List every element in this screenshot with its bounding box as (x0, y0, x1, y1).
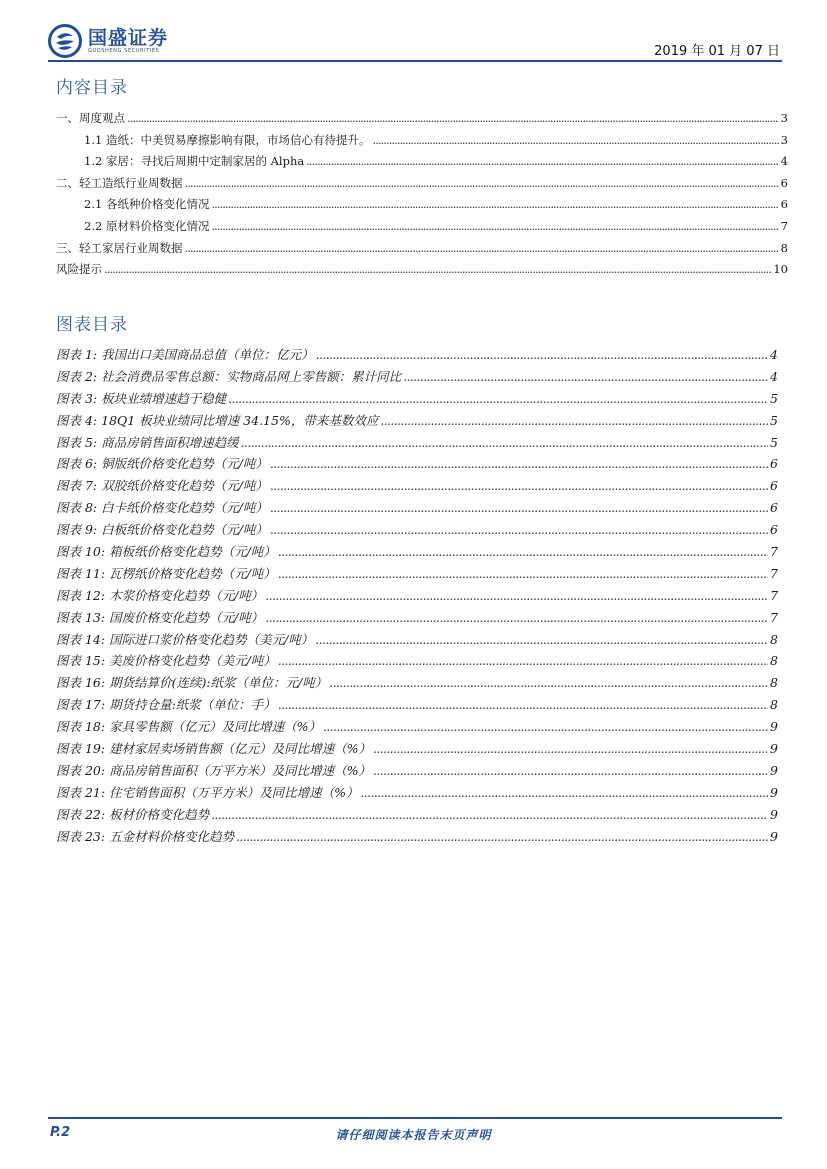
figure-item-page: 9 (770, 784, 778, 800)
toc-item[interactable] (56, 130, 788, 152)
toc-item-label: 一、周度观点 (56, 111, 125, 125)
figure-item-label: 图表 3: 板块业绩增速趋于稳健 (56, 390, 227, 406)
figure-item-page: 6 (770, 522, 778, 538)
figure-item-label: 图表 14: 国际进口浆价格变化趋势（美元/吨） (56, 631, 314, 647)
page-number: P.2 (50, 1125, 71, 1140)
figure-item-page: 7 (770, 587, 778, 603)
figure-item-label: 图表 2: 社会消费品零售总额：实物商品网上零售额：累计同比 (56, 368, 402, 384)
toc-list (56, 108, 788, 281)
figure-item-page: 7 (770, 565, 778, 581)
toc-item[interactable] (56, 238, 788, 260)
figure-item-label: 图表 5: 商品房销售面积增速趋缓 (56, 434, 239, 450)
figure-item[interactable] (56, 563, 778, 585)
toc-item-label: 二、轻工造纸行业周数据 (56, 175, 183, 190)
figure-item[interactable] (56, 475, 778, 497)
toc-item[interactable] (56, 216, 788, 238)
figure-item-page: 8 (770, 653, 778, 669)
figure-item-label: 图表 9: 白板纸价格变化趋势（元/吨） (56, 522, 268, 538)
figure-item[interactable] (56, 629, 778, 651)
figure-item[interactable] (56, 344, 778, 366)
figure-item-page: 6 (770, 500, 778, 516)
figure-item-label: 图表 10: 箱板纸价格变化趋势（元/吨） (56, 544, 276, 560)
figure-item-page: 4 (770, 368, 778, 384)
company-logo (48, 24, 168, 58)
figure-item-label: 图表 18: 家具零售额（亿元）及同比增速（%） (56, 719, 321, 735)
figure-item-page: 5 (770, 412, 778, 428)
figure-item-label: 图表 21: 住宅销售面积（万平方米）及同比增速（%） (56, 784, 359, 800)
figure-item-page: 4 (770, 347, 778, 362)
figure-item[interactable] (56, 738, 778, 760)
figure-item[interactable] (56, 541, 778, 563)
report-date: 2019 年 01 月 07 日 (654, 44, 780, 59)
page-header (48, 22, 782, 62)
figure-item[interactable] (56, 694, 778, 716)
toc-item-label: 1.1 造纸：中美贸易摩擦影响有限，市场信心有待提升。 (84, 132, 371, 147)
logo-english-name: GUOSHENG SECURITIES (88, 47, 160, 54)
figure-item-label: 图表 7: 双胶纸价格变化趋势（元/吨） (56, 478, 268, 494)
toc-item-page: 10 (773, 262, 788, 277)
figure-item[interactable] (56, 672, 778, 694)
toc-item-label: 2.2 原材料价格变化情况 (84, 218, 210, 233)
figure-item[interactable] (56, 366, 778, 388)
figure-item[interactable] (56, 607, 778, 629)
figure-list (56, 344, 778, 847)
figure-item-page: 5 (770, 434, 778, 450)
figure-item[interactable] (56, 453, 778, 475)
toc-item-label: 1.2 家居：寻找后周期中定制家居的 Alpha (84, 154, 305, 169)
figure-item-label: 图表 22: 板材价格变化趋势 (56, 806, 210, 822)
figure-item[interactable] (56, 804, 778, 826)
figure-item-label: 图表 8: 白卡纸价格变化趋势（元/吨） (56, 500, 268, 516)
toc-item-page: 3 (780, 111, 788, 125)
figure-item[interactable] (56, 432, 778, 454)
figure-item[interactable] (56, 782, 778, 804)
figure-item-label: 图表 23: 五金材料价格变化趋势 (56, 828, 235, 844)
figure-item-label: 图表 11: 瓦楞纸价格变化趋势（元/吨） (56, 565, 276, 581)
toc-item[interactable] (56, 194, 788, 216)
figure-item[interactable] (56, 410, 778, 432)
figure-item-label: 图表 17: 期货持仓量:纸浆（单位：手） (56, 697, 276, 713)
figure-item-label: 图表 20: 商品房销售面积（万平方米）及同比增速（%） (56, 762, 371, 778)
figure-item-page: 9 (770, 719, 778, 735)
figure-item-page: 7 (770, 609, 778, 625)
toc-item-page: 6 (780, 175, 788, 190)
toc-item[interactable] (56, 259, 788, 281)
header-divider (48, 60, 782, 62)
figure-item[interactable] (56, 388, 778, 410)
figure-item-page: 9 (770, 741, 778, 757)
footer-divider (48, 1117, 782, 1119)
toc-item-page: 8 (780, 240, 788, 255)
toc-item-label: 2.1 各纸种价格变化情况 (84, 197, 210, 212)
figure-item-label: 图表 1: 我国出口美国商品总值（单位：亿元） (56, 347, 314, 362)
toc-item-label: 三、轻工家居行业周数据 (56, 240, 183, 255)
toc-item[interactable] (56, 173, 788, 195)
figures-title: 图表目录 (56, 315, 128, 335)
figure-item-label: 图表 12: 木浆价格变化趋势（元/吨） (56, 587, 264, 603)
toc-item-page: 4 (780, 154, 788, 169)
figure-item-label: 图表 13: 国废价格变化趋势（元/吨） (56, 609, 264, 625)
toc-item[interactable] (56, 108, 788, 130)
figure-item-page: 8 (770, 697, 778, 713)
figure-item[interactable] (56, 826, 778, 848)
figure-item-page: 9 (770, 806, 778, 822)
figure-item[interactable] (56, 585, 778, 607)
figure-item-page: 6 (770, 478, 778, 494)
figure-item-label: 图表 15: 美废价格变化趋势（美元/吨） (56, 653, 276, 669)
guosheng-logo-icon (48, 24, 82, 58)
toc-item-page: 3 (780, 132, 788, 147)
figure-item-label: 图表 4: 18Q1 板块业绩同比增速 34.15%，带来基数效应 (56, 412, 379, 428)
figure-item-page: 8 (770, 675, 778, 691)
footer-disclaimer: 请仔细阅读本报告末页声明 (335, 1128, 492, 1142)
figure-item-page: 9 (770, 828, 778, 844)
figure-item-label: 图表 19: 建材家居卖场销售额（亿元）及同比增速（%） (56, 741, 371, 757)
figure-item-label: 图表 16: 期货结算价(连续):纸浆（单位：元/吨） (56, 675, 328, 691)
figure-item-label: 图表 6: 铜版纸价格变化趋势（元/吨） (56, 456, 268, 472)
toc-item-page: 7 (780, 218, 788, 233)
figure-item[interactable] (56, 760, 778, 782)
figure-item[interactable] (56, 497, 778, 519)
toc-item-label: 风险提示 (56, 262, 102, 277)
figure-item-page: 6 (770, 456, 778, 472)
logo-name: 国盛证券 (88, 26, 169, 49)
figure-item[interactable] (56, 519, 778, 541)
figure-item-page: 7 (770, 544, 778, 560)
toc-item-page: 6 (780, 197, 788, 212)
figure-item[interactable] (56, 650, 778, 672)
figure-item-page: 8 (770, 631, 778, 647)
toc-title: 内容目录 (56, 78, 128, 98)
figure-item[interactable] (56, 716, 778, 738)
toc-item[interactable] (56, 151, 788, 173)
figure-item-page: 5 (770, 390, 778, 406)
figure-item-page: 9 (770, 762, 778, 778)
